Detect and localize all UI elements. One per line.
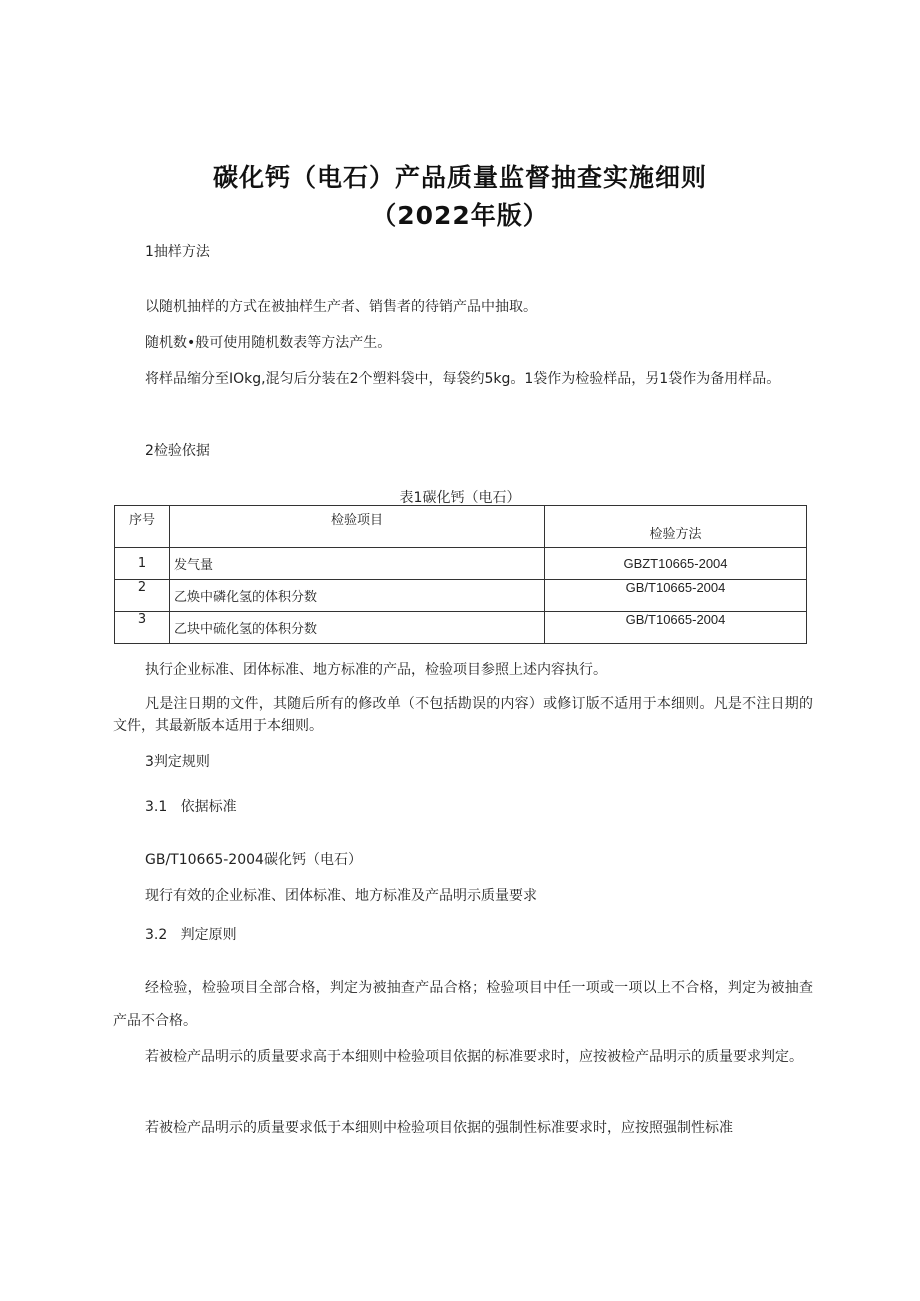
table-header-row	[115, 506, 807, 548]
section-3-paragraph-3: 若被检产品明示的质量要求低于本细则中检验项目依据的强制性标准要求时，应按照强制性标准	[145, 1120, 733, 1136]
section-2-paragraph-2: 凡是注日期的文件，其随后所有的修改单（不包括勘误的内容）或修订版不适用于本细则。凡是不注日期的文件，其最新版本适用于本细则。	[113, 696, 813, 734]
section-3-paragraph-2: 若被检产品明示的质量要求高于本细则中检验项目依据的标准要求时，应按被检产品明示的质量要求判定。	[145, 1049, 803, 1065]
inspection-table	[114, 505, 807, 644]
header-serial-number: 序号	[115, 506, 170, 548]
document-edition: （2022年版）	[371, 201, 549, 230]
row-inspection-method: GB/T10665-2004	[545, 612, 807, 644]
row-inspection-item: 发气量	[170, 548, 545, 580]
table-row	[115, 612, 807, 644]
section-2-paragraph-1: 执行企业标准、团体标准、地方标准的产品，检验项目参照上述内容执行。	[145, 662, 607, 678]
section-3-paragraph-1: 经检验，检验项目全部合格，判定为被抽查产品合格；检验项目中任一项或一项以上不合格，判定为被抽查产品不合格。	[113, 980, 813, 1029]
section-1-heading: 1抽样方法	[145, 244, 210, 260]
section-1-paragraph-1: 以随机抽样的方式在被抽样生产者、销售者的待销产品中抽取。	[145, 299, 537, 315]
section-2-heading: 2检验依据	[145, 443, 210, 459]
row-inspection-method: GB/T10665-2004	[545, 580, 807, 612]
section-3-heading: 3判定规则	[145, 754, 210, 770]
standard-reference: GB/T10665-2004碳化钙（电石）	[145, 852, 362, 868]
row-serial-number: 1	[115, 548, 170, 580]
table-row	[115, 580, 807, 612]
document-title: 碳化钙（电石）产品质量监督抽查实施细则	[212, 163, 707, 192]
section-1-paragraph-2: 随机数•般可使用随机数表等方法产生。	[145, 335, 392, 351]
header-inspection-method: 检验方法	[545, 506, 807, 548]
row-serial-number: 2	[115, 580, 170, 612]
row-inspection-item: 乙块中硫化氢的体积分数	[170, 612, 545, 644]
row-inspection-method: GBZT10665-2004	[545, 548, 807, 580]
standard-scope-line: 现行有效的企业标准、团体标准、地方标准及产品明示质量要求	[145, 888, 537, 904]
subsection-3-2-heading: 3.2 判定原则	[145, 927, 237, 943]
subsection-3-1-heading: 3.1 依据标准	[145, 799, 237, 815]
table-caption: 表1碳化钙（电石）	[399, 490, 521, 506]
row-inspection-item: 乙焕中磷化氢的体积分数	[170, 580, 545, 612]
table-row	[115, 548, 807, 580]
row-serial-number: 3	[115, 612, 170, 644]
section-1-paragraph-3: 将样品缩分至IOkg,混匀后分装在2个塑料袋中，每袋约5kg。1袋作为检验样品，另1袋作为备用样品。	[145, 371, 781, 387]
header-inspection-item: 检验项目	[170, 506, 545, 548]
